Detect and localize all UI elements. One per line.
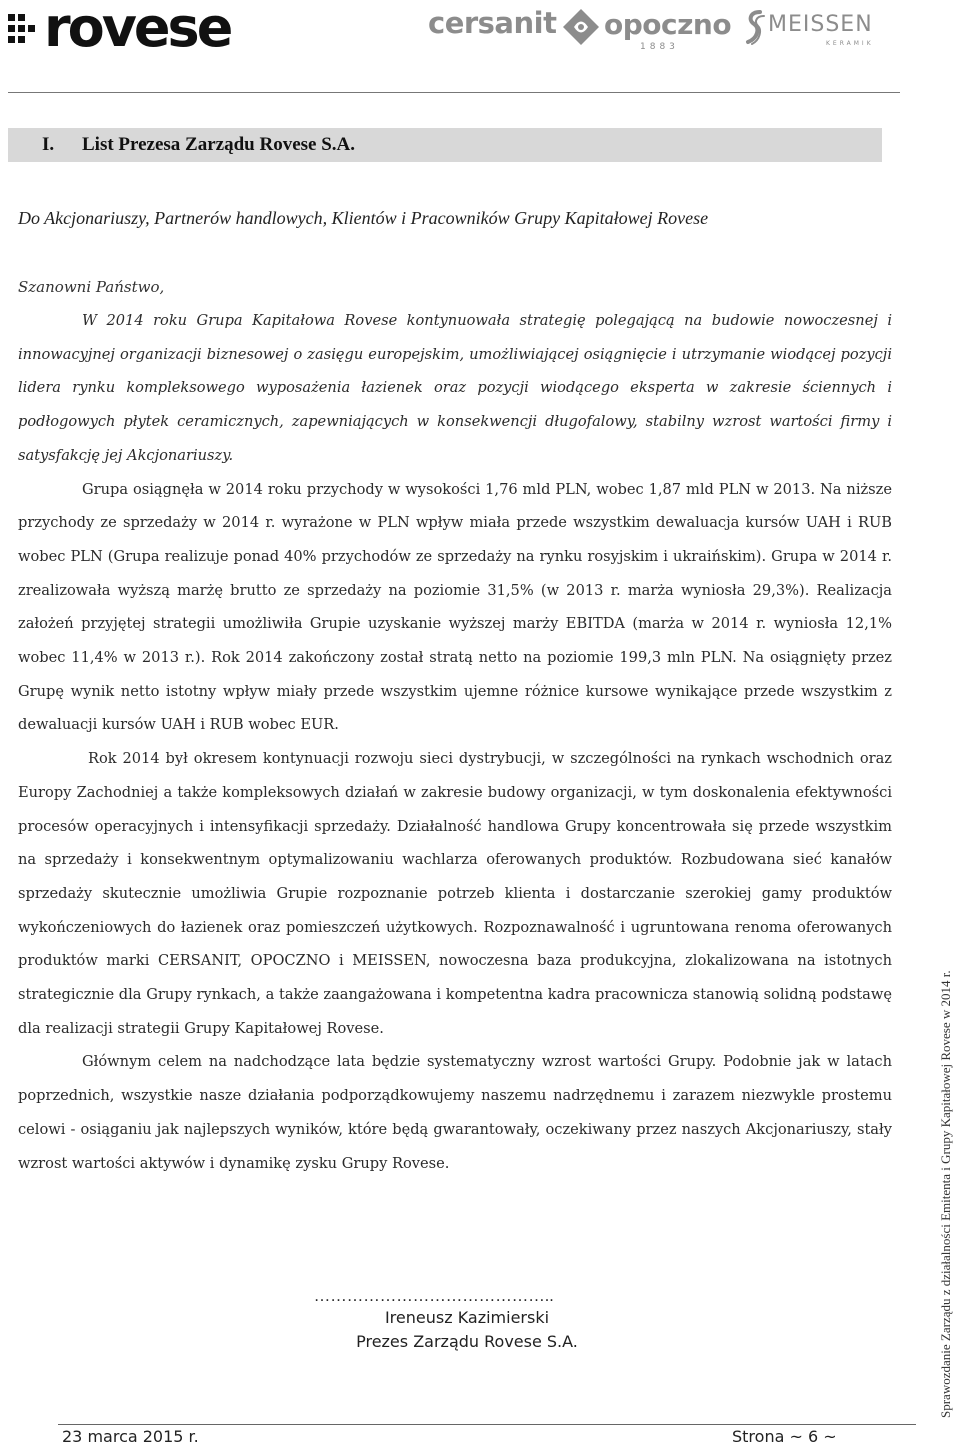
section-heading	[8, 128, 882, 162]
footer-divider	[58, 1424, 916, 1425]
signature-name: Ireneusz Kazimierski	[384, 1308, 550, 1327]
letter-salutation: Szanowni Państwo,	[18, 278, 165, 296]
opoczno-logo-mark-icon	[562, 8, 600, 46]
rovese-logo-grid-icon	[8, 14, 36, 46]
rovese-logo-text: rovese	[44, 0, 231, 59]
cersanit-logo: cersanit	[428, 6, 557, 40]
footer-date: 23 marca 2015 r.	[62, 1427, 199, 1446]
header-divider	[8, 92, 900, 93]
letter-paragraph: Rok 2014 był okresem kontynuacji rozwoju sieci dystrybucji, w szczególności na rynkach wschodnich oraz Europy Zachodniej a także kompleksowych działań w zakresie budowy organizacji, w tym doskonalenia efektywności procesów operacyjnych i intensyfikacji sprzedaży. Działalność handlowa Grupy koncentrowała się przede wszystkim na sprzedaży i konsekwentnym optymalizowaniu wachlarza oferowanych produktów. Rozbudowana sieć kanałów sprzedaży skutecznie umożliwia Grupie rozpoznanie potrzeb klienta i dostarczanie szerokiej gamy produktów wykończeniowych do łazienek oraz pomieszczeń użytkowych. Rozpoznawalność i ugruntowana renoma oferowanych produktów marki CERSANIT, OPOCZNO i MEISSEN, nowoczesna baza produkcyjna, zlokalizowana na istotnych strategicznie dla Grupy rynkach, a także zaangażowana i kompetentna kadra pracownicza stanowią solidną podstawę dla realizacji strategii Grupy Kapitałowej Rovese.	[18, 750, 892, 1037]
opoczno-logo-year: 1883	[640, 42, 679, 52]
letter-paragraph: Grupa osiągnęła w 2014 roku przychody w wysokości 1,76 mld PLN, wobec 1,87 mld PLN w 2013. Na niższe przychody ze sprzedaży w 2014 r. wyrażone w PLN wpływ miała przede wszystkim dewaluacja kursów UAH i RUB wobec PLN (Grupa realizuje ponad 40% przychodów ze sprzedaży na rynku rosyjskim i ukraińskim). Grupa w 2014 r. zrealizowała wyższą marżę brutto ze sprzedaży na poziomie 31,5% (w 2013 r. marża wyniosła 29,3%). Realizacja założeń przyjętej strategii umożliwiła Grupie uzyskanie wyższej marży EBITDA (marża w 2014 r. wyniosła 12,1% wobec 11,4% w 2013 r.). Rok 2014 zakończony został stratą netto na poziomie 199,3 mln PLN. Na osiągnięty przez Grupę wynik netto istotny wpływ miały przede wszystkim ujemne różnice kursowe wynikające przede wszystkim z dewaluacji kursów UAH i RUB wobec EUR.	[18, 480, 892, 734]
letter-paragraph: W 2014 roku Grupa Kapitałowa Rovese kontynuowała strategię polegającą na budowie nowoczesnej i innowacyjnej organizacji biznesowej o zasięgu europejskim, umożliwiającej osiągnięcie i utrzymanie wiodącej pozycji lidera rynku kompleksowego wyposażenia łazienek oraz pozycji wiodącego eksperta w zakresie ściennych i podłogowych płytek ceramicznych, zapewniających w konsekwencji długofalowy, stabilny wzrost wartości firmy i satysfakcję jej Akcjonariuszy.	[18, 312, 892, 464]
signature-title: Prezes Zarządu Rovese S.A.	[356, 1332, 578, 1351]
opoczno-logo: opoczno	[604, 8, 732, 41]
meissen-logo-mark-icon	[742, 8, 766, 48]
meissen-logo-subtitle: KERAMIK	[826, 40, 874, 47]
side-document-title: Sprawozdanie Zarządu z działalności Emitenta i Grupy Kapitałowej Rovese w 2014 r.	[938, 970, 953, 1418]
section-number: I.	[42, 134, 55, 155]
signature-line: ……………………………………..	[314, 1288, 554, 1305]
letter-paragraph: Głównym celem na nadchodzące lata będzie systematyczny wzrost wartości Grupy. Podobnie jak w latach poprzednich, wszystkie nasze działania podporządkowujemy naszemu nadrzędnemu i zarazem niezwykle prostemu celowi - osiąganiu jak najlepszych wyników, które będą gwarantowały, oczekiwany przez naszych Akcjonariuszy, stały wzrost wartości aktywów i dynamikę zysku Grupy Rovese.	[18, 1053, 892, 1172]
footer-page-number: Strona ~ 6 ~	[732, 1427, 837, 1446]
rovese-logo	[8, 0, 231, 59]
letter-addressee: Do Akcjonariuszy, Partnerów handlowych, Klientów i Pracowników Grupy Kapitałowej Rovese	[18, 208, 709, 228]
brand-logo-bar	[0, 0, 960, 62]
letter-body	[18, 304, 892, 1180]
meissen-logo: MEISSEN	[768, 12, 873, 37]
section-title: List Prezesa Zarządu Rovese S.A.	[82, 134, 356, 155]
